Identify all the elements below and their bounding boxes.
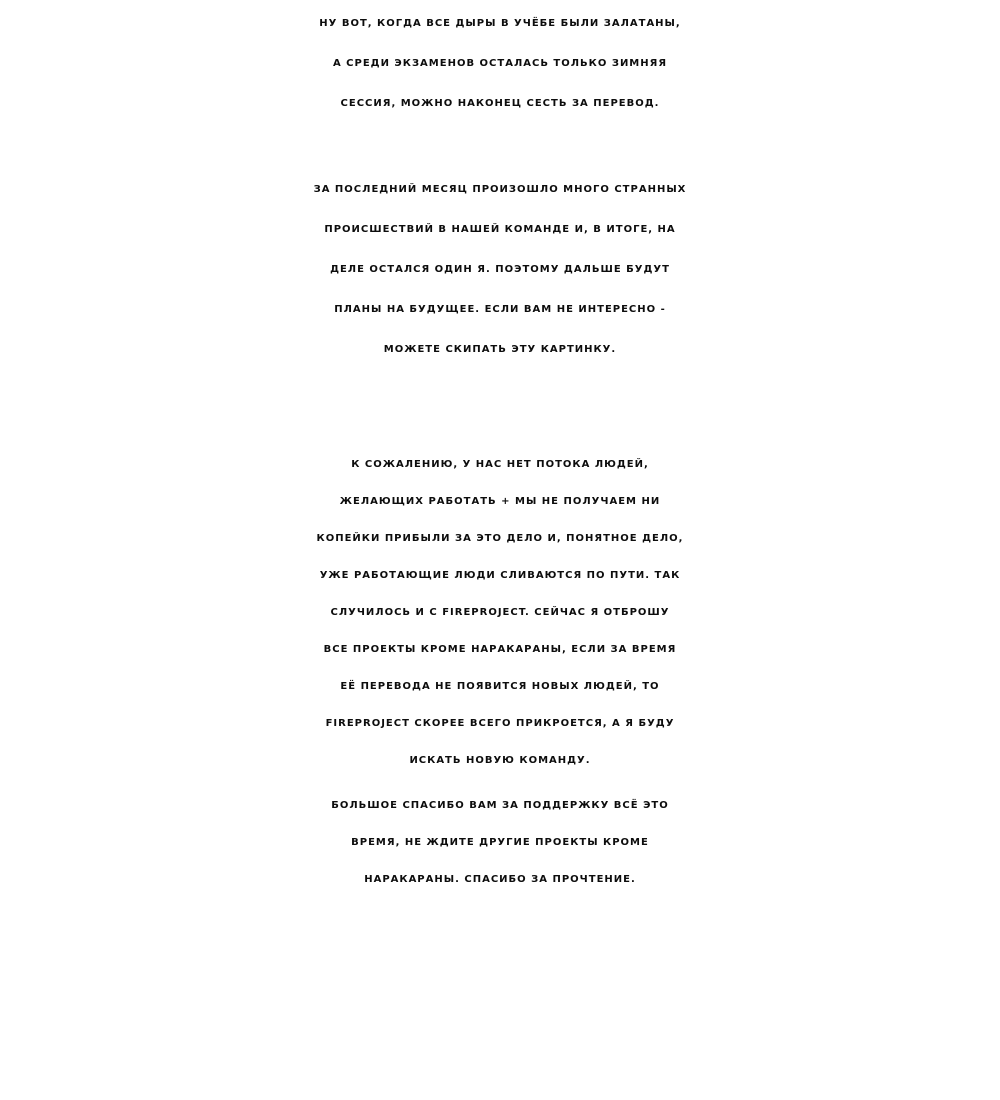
text-line: ЖЕЛАЮЩИХ РАБОТАТЬ + МЫ НЕ ПОЛУЧАЕМ НИ — [339, 496, 661, 507]
text-line: А СРЕДИ ЭКЗАМЕНОВ ОСТАЛАСЬ ТОЛЬКО ЗИМНЯЯ — [332, 58, 668, 69]
paragraph-team-news — [0, 170, 1000, 370]
text-line: ДЕЛЕ ОСТАЛСЯ ОДИН Я. ПОЭТОМУ ДАЛЬШЕ БУДУТ — [330, 264, 670, 275]
text-line: ИСКАТЬ НОВУЮ КОМАНДУ. — [409, 755, 591, 766]
text-line: БОЛЬШОЕ СПАСИБО ВАМ ЗА ПОДДЕРЖКУ ВСЁ ЭТО — [331, 800, 669, 811]
text-line: УЖЕ РАБОТАЮЩИЕ ЛЮДИ СЛИВАЮТСЯ ПО ПУТИ. ТАК — [319, 570, 681, 581]
text-line: ВРЕМЯ, НЕ ЖДИТЕ ДРУГИЕ ПРОЕКТЫ КРОМЕ — [351, 837, 649, 848]
text-line: МОЖЕТЕ СКИПАТЬ ЭТУ КАРТИНКУ. — [383, 344, 617, 355]
paragraph-future-plans — [0, 446, 1000, 779]
text-line: К СОЖАЛЕНИЮ, У НАС НЕТ ПОТОКА ЛЮДЕЙ, — [351, 459, 649, 470]
paragraph-thanks — [0, 787, 1000, 898]
text-line: ПЛАНЫ НА БУДУЩЕЕ. ЕСЛИ ВАМ НЕ ИНТЕРЕСНО - — [334, 304, 666, 315]
text-line: FIREPROJECT СКОРЕЕ ВСЕГО ПРИКРОЕТСЯ, А Я БУДУ — [325, 718, 675, 729]
text-line: НАРАКАРАНЫ. СПАСИБО ЗА ПРОЧТЕНИЕ. — [364, 874, 636, 885]
text-line: СЕССИЯ, МОЖНО НАКОНЕЦ СЕСТЬ ЗА ПЕРЕВОД. — [340, 98, 660, 109]
text-line: СЛУЧИЛОСЬ И С FIREPROJECT. СЕЙЧАС Я ОТБРОШУ — [330, 607, 670, 618]
paragraph-intro — [0, 4, 1000, 124]
text-line: КОПЕЙКИ ПРИБЫЛИ ЗА ЭТО ДЕЛО И, ПОНЯТНОЕ ДЕЛО, — [316, 533, 684, 544]
text-line: НУ ВОТ, КОГДА ВСЕ ДЫРЫ В УЧЁБЕ БЫЛИ ЗАЛАТАНЫ, — [319, 18, 681, 29]
text-line: ЕЁ ПЕРЕВОДА НЕ ПОЯВИТСЯ НОВЫХ ЛЮДЕЙ, ТО — [340, 681, 660, 692]
text-line: ПРОИСШЕСТВИЙ В НАШЕЙ КОМАНДЕ И, В ИТОГЕ, НА — [324, 224, 676, 235]
text-line: ЗА ПОСЛЕДНИЙ МЕСЯЦ ПРОИЗОШЛО МНОГО СТРАННЫХ — [313, 184, 687, 195]
text-line: ВСЕ ПРОЕКТЫ КРОМЕ НАРАКАРАНЫ, ЕСЛИ ЗА ВРЕМЯ — [323, 644, 677, 655]
